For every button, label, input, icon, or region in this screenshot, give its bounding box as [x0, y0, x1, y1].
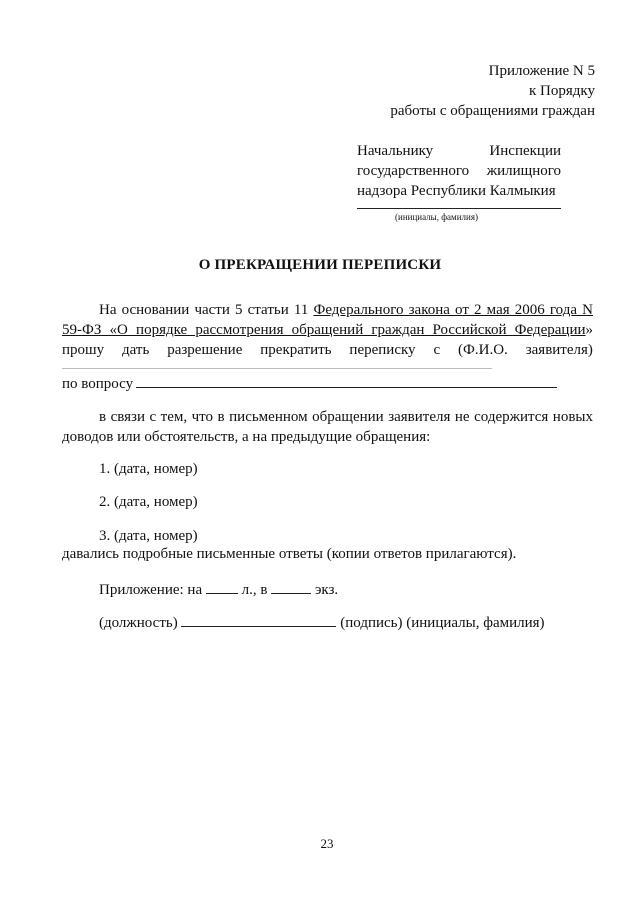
paragraph-1-line-2	[62, 320, 593, 340]
word-4: прекратить	[260, 342, 332, 358]
topic-label: по вопросу	[62, 376, 134, 392]
appendix-line-2: к Порядку	[529, 83, 595, 99]
addressee-block	[357, 141, 561, 201]
page-number: 23	[320, 836, 334, 851]
word-2: дать	[121, 342, 150, 358]
signature-position: (должность)	[99, 615, 178, 631]
list-item-1: 1. (дата, номер)	[99, 461, 198, 477]
addressee-line-1a: Начальнику	[357, 143, 434, 159]
paragraph-2-line-1: в связи с тем, что в письменном обращении заявителя не содержится новых	[99, 409, 593, 425]
appendix-line-3: работы с обращениями граждан	[390, 103, 595, 119]
addressee-line-2a: государственного	[357, 163, 470, 179]
word-5: переписку	[349, 342, 416, 358]
attachment-line	[99, 579, 338, 600]
signature-field[interactable]	[181, 612, 336, 627]
appendix-block	[295, 61, 595, 121]
addressee-caption: (инициалы, фамилия)	[395, 212, 478, 222]
paragraph-2-line-2: доводов или обстоятельств, а на предыдущие обращения:	[62, 429, 431, 445]
word-3: разрешение	[167, 342, 243, 358]
document-title: О ПРЕКРАЩЕНИИ ПЕРЕПИСКИ	[198, 257, 442, 273]
addressee-line-1b: Инспекции	[489, 143, 561, 159]
paragraph-1-prefix: На основании части 5 статьи 11	[99, 302, 314, 318]
paragraph-1-line-3	[62, 340, 593, 360]
topic-line	[136, 387, 557, 388]
list-item-3: 3. (дата, номер)	[99, 528, 198, 544]
applicant-name-line	[62, 368, 492, 369]
addressee-name-line	[357, 208, 561, 209]
paragraph-1-line-1	[62, 300, 593, 320]
attachment-label: Приложение: на	[99, 582, 203, 598]
paragraph-3: давались подробные письменные ответы (копии ответов прилагаются).	[62, 546, 517, 562]
sheets-count-field[interactable]	[206, 579, 238, 594]
paragraph-1-line-4	[62, 374, 133, 394]
attachment-mid: л., в	[241, 582, 268, 598]
copies-count-field[interactable]	[271, 579, 311, 594]
addressee-line-3: надзора Республики Калмыкия	[357, 183, 556, 199]
signature-rest: (подпись) (инициалы, фамилия)	[340, 615, 545, 631]
signature-line	[99, 612, 545, 633]
word-6: с	[433, 342, 441, 358]
attachment-end: экз.	[314, 582, 339, 598]
addressee-line-2b: жилищного	[486, 163, 561, 179]
word-8: заявителя)	[525, 342, 593, 358]
law-link-part-1[interactable]: Федерального закона от 2 мая 2006 года N	[313, 302, 593, 318]
appendix-line-1: Приложение N 5	[488, 63, 595, 79]
word-7: (Ф.И.О.	[458, 342, 508, 358]
list-item-2: 2. (дата, номер)	[99, 494, 198, 510]
word-1: прошу	[62, 342, 105, 358]
paragraph-1-quote-close: »	[585, 322, 593, 338]
law-link-part-2[interactable]: 59-ФЗ «О порядке рассмотрения обращений граждан Российской Федерации	[62, 322, 586, 338]
